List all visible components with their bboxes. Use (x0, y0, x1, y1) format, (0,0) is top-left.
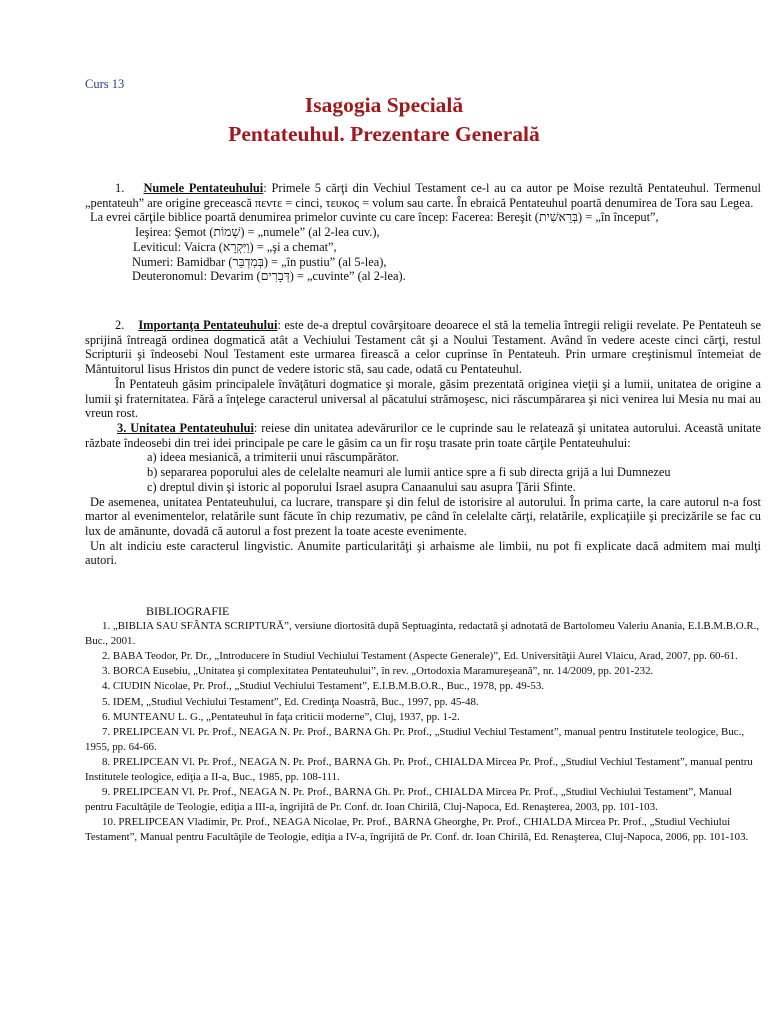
bibliography-heading: BIBLIOGRAFIE (146, 604, 230, 618)
bibliography-entry: 10. PRELIPCEAN Vladimir, Pr. Prof., NEAGA Nicolae, Pr. Prof., BARNA Gheorghe, Pr. Prof., CHIALDA Mircea Pr. Prof., „Studiul Vechiului Testament”, Manual pentru Facultăţile de Teologie, ediţia a IV-a, îngrijită de Pr. Conf. dr. Ioan Chirilă, Ed. Renaşterea, Cluj-Napoca, 2006, pp. 101-103. (85, 816, 749, 844)
book-item: Deuteronomul: Devarim (דְּבָרִים) = „cuvinte” (al 2-lea). (132, 269, 406, 284)
section1-intro: La evrei cărţile biblice poartă denumirea primelor cuvinte cu care încep: Facerea: Bereşit (בְּרֵאשִׁית) = „în început”, (90, 210, 659, 225)
bibliography-entry: 9. PRELIPCEAN Vl. Pr. Prof., NEAGA N. Pr. Prof., BARNA Gh. Pr. Prof., CHIALDA Mircea Pr. Prof., „Studiul Vechiului Testament”, Manual pentru Facultăţile de Teologie, ediţia a III-a, îngrijită de Pr. Conf. dr. Ioan Chirilă, Cluj-Napoca, Ed. Renaşterea, 2003, pp. 101-103. (85, 786, 732, 814)
section2-text: : este de-a dreptul covârşitoare deoarece el stă la temelia întregii religii revelate. Pe Pentateuh se sprijină întreagă ordinea dogmatică atât a Vechiului Testament cât şi a Noului Testament. Având în vedere aceste cinci cărţi, restul Scripturii şi îndeosebi Noul Testament este urmarea firească a celor cuprinse în Pentateuh. Prin urmare creştinismul întemeiat de Mântuitorul Iisus Hristos din punct de vedere istoric stă, sau cade, odată cu Pentateuhul. (85, 318, 762, 377)
unity-item: c) dreptul divin şi istoric al poporului Israel asupra Canaanului sau asupra Ţării Sfinte. (147, 479, 576, 494)
section3-paragraph2: De asemenea, unitatea Pentateuhului, ca lucrare, transpare şi din felul de istorisire al autorului. În prima carte, la care autorul n-a fost martor al evenimentelor, relatările sunt făcute în chip rezumativ, pe când în celelalte cărţi, relatările, explicaţiile şi precizările se fac cu lux de amănunte, dovadă că autorul a fost prezent la toate aceste evenimente. (85, 494, 761, 538)
section2-paragraph (85, 318, 761, 377)
book-item: Numeri: Bamidbar (בְּמִדְבַּר) = „în pustiu” (al 5-lea), (132, 254, 387, 269)
section-unity (85, 421, 761, 568)
bibliography (85, 604, 761, 846)
book-item: Ieşirea: Şemot (שְׁמוֹת) = „numele” (al 2-lea cuv.), (135, 225, 380, 240)
section3-text: : reiese din unitatea adevărurilor ce le cuprinde sau le relatează şi unitatea autorului. Această unitate răzbate îndeosebi din trei idei principale pe care le găsim ca un fir roşu trasate prin toate cărţile Pentateuhului: (85, 421, 761, 450)
bibliography-entry: 2. BABA Teodor, Pr. Dr., „Introducere în Studiul Vechiului Testament (Aspecte Generale)”, Ed. Universităţii Aurel Vlaicu, Arad, 2007, pp. 60-61. (102, 650, 738, 663)
unity-item: a) ideea mesianică, a trimiterii unui răscumpărător. (147, 450, 399, 465)
bibliography-entry: 1. „BIBLIA SAU SFÂNTA SCRIPTURĂ”, versiune diortosită după Septuaginta, redactată şi adnotată de Bartolomeu Valeriu Anania, E.I.B.M.B.O.R., Buc., 2001. (85, 620, 760, 648)
section2-paragraph2: În Pentateuh găsim principalele învăţături dogmatice şi morale, găsim prezentată originea vieţii şi a lumii, unitatea de origine a lumii şi fraternitatea. Fără a înţelege caracterul universal al păcatului strămoşesc, nici răscumpărarea şi nici venirea lui Mesia nu mai au vreun rost. (85, 376, 761, 421)
bibliography-entry: 6. MUNTEANU L. G., „Pentateuhul în faţa criticii moderne”, Cluj, 1937, pp. 1-2. (102, 710, 460, 723)
page-subtitle: Pentateuhul. Prezentare Generală (228, 122, 540, 146)
section2-heading: Importanţa Pentateuhului (138, 318, 278, 332)
section3-heading: 3. Unitatea Pentateuhului (117, 421, 254, 435)
unity-item: b) separarea poporului ales de celelalte neamuri ale lumii antice spre a fi sub directa grijă a lui Dumnezeu (147, 465, 671, 480)
bibliography-entry: 4. CIUDIN Nicolae, Pr. Prof., „Studiul Vechiului Testament”, E.I.B.M.B.O.R., Buc., 1978, pp. 49-53. (102, 680, 544, 693)
page-title: Isagogia Specială (304, 93, 464, 117)
section1-paragraph (85, 181, 761, 210)
section3-paragraph3: Un alt indiciu este caracterul lingvistic. Anumite particularităţi şi arhaisme ale limbii, nu pot fi explicate dacă admitem mai mulţi autori. (85, 538, 761, 568)
bibliography-entry: 5. IDEM, „Studiul Vechiului Testament”, Ed. Credinţa Noastră, Buc., 1997, pp. 45-48. (102, 695, 479, 708)
section1-number: 1. (115, 181, 125, 195)
course-label: Curs 13 (85, 77, 125, 91)
section-names (85, 181, 761, 284)
bibliography-entry: 8. PRELIPCEAN Vl. Pr. Prof., NEAGA N. Pr. Prof., BARNA Gh. Pr. Prof., CHIALDA Mircea Pr. Prof., „Studiul Vechiul Testament”, manual pentru Institutele teologice, ediţia a II-a, Buc., 1985, pp. 108-111. (85, 755, 753, 784)
bibliography-entry: 7. PRELIPCEAN Vl. Pr. Prof., NEAGA N. Pr. Prof., BARNA Gh. Pr. Prof., „Studiul Vechiul Testament”, manual pentru Institutele teologice, Buc., 1955, pp. 64-66. (85, 725, 745, 753)
bibliography-entry: 3. BORCA Eusebiu, „Unitatea şi complexitatea Pentateuhului”, în rev. „Ortodoxia Maramureşeană”, nr. 14/2009, pp. 201-232. (102, 665, 654, 678)
section1-heading: Numele Pentateuhului (143, 181, 264, 195)
section2-number: 2. (115, 318, 125, 332)
book-item: Leviticul: Vaicra (וַיִּקְרָא) = „şi a chemat”, (133, 239, 337, 254)
section1-text: : Primele 5 cărţi din Vechiul Testament ce-l au ca autor pe Moise rezultă Pentateuhul. Termenul „pentateuh” are origine grecească πεντε = cinci, τευκος = volum sau carte. În ebraică Pentateuhul poartă denumirea de Tora sau Legea. (85, 181, 761, 210)
section-importance (85, 318, 761, 421)
section3-paragraph (85, 421, 761, 450)
